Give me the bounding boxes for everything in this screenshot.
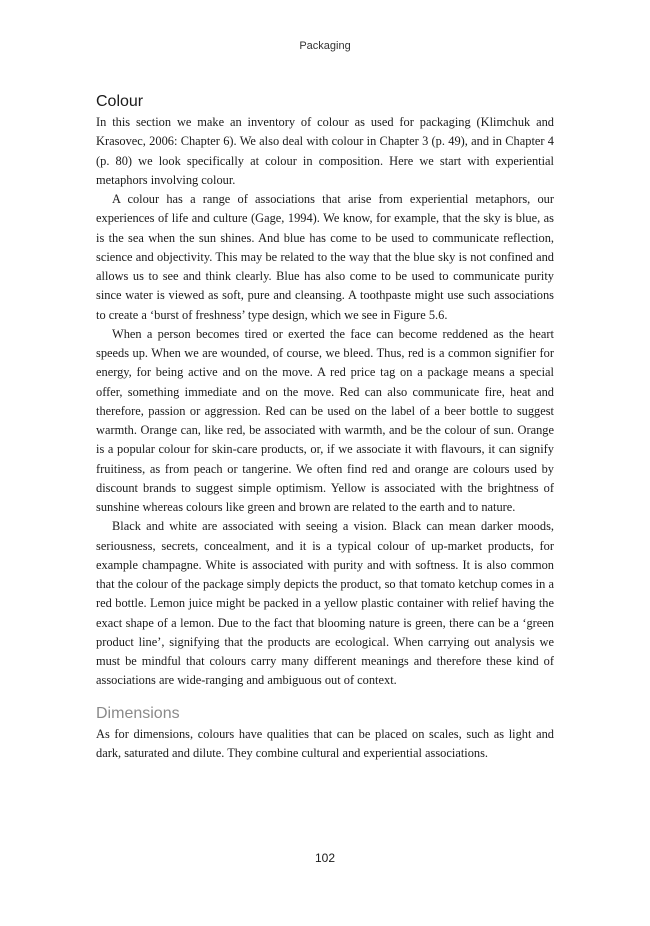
paragraph: In this section we make an inventory of colour as used for packaging (Klimchuk and Krasovec, 2006: Chapter 6). We also deal with colour in Chapter 3 (p. 49), and in Chapter 4 (p. 80) we look specifically at colour in composition. Here we start with experiential metaphors involving colour. [96,115,554,187]
paragraph: When a person becomes tired or exerted the face can become reddened as the heart speeds up. When we are wounded, of course, we bleed. Thus, red is a common signifier for energy, for being active and on the move. A red price tag on a package means a special offer, something immediate and on the move. Red can also communicate fire, heat and therefore, passion or aggression. Red can be used on the label of a beer bottle to suggest warmth. Orange can, like red, be associated with warmth, and be the colour of sun. Orange is a popular colour for skin-care products, or, if we associate it with flavours, it can signify fruitiness, as from peach or tangerine. We often find red and orange are colours used by discount brands to suggest simple optimism. Yellow is associated with the brightness of sunshine whereas colours like green and brown are related to the earth and to nature. [96,326,554,514]
page-body [96,92,554,763]
running-head: Packaging [299,40,351,52]
paragraph: Black and white are associated with seeing a vision. Black can mean darker moods, seriousness, secrets, concealment, and it is a typical colour of up-market products, for example champagne. White is associated with purity and with softness. It is also common that the colour of the package simply depicts the product, so that tomato ketchup comes in a red bottle. Lemon juice might be packed in a yellow plastic container with relief having the exact shape of a lemon. Due to the fact that blooming nature is green, there can be a ‘green product line’, signifying that the products are ecological. When carrying out analysis we must be mindful that colours carry many different meanings and therefore these kind of associations are wide-ranging and ambiguous out of context. [96,519,554,688]
section-heading-colour: Colour [96,93,144,110]
section-heading-dimensions: Dimensions [96,704,180,722]
paragraph: A colour has a range of associations that arise from experiential metaphors, our experiences of life and culture (Gage, 1994). We know, for example, that the sky is blue, as is the sea when the sun shines. And blue has come to be used to communicate reflection, science and objectivity. This may be related to the way that the blue sky is not confined and allows us to see and think clearly. Blue has also come to be used to communicate purity since water is viewed as soft, pure and cleansing. A toothpaste might use such associations to create a ‘burst of freshness’ type design, which we see in Figure 5.6. [96,192,554,322]
paragraph: As for dimensions, colours have qualities that can be placed on scales, such as light and dark, saturated and dilute. They combine cultural and experiential associations. [96,726,554,760]
page-number: 102 [314,851,336,865]
